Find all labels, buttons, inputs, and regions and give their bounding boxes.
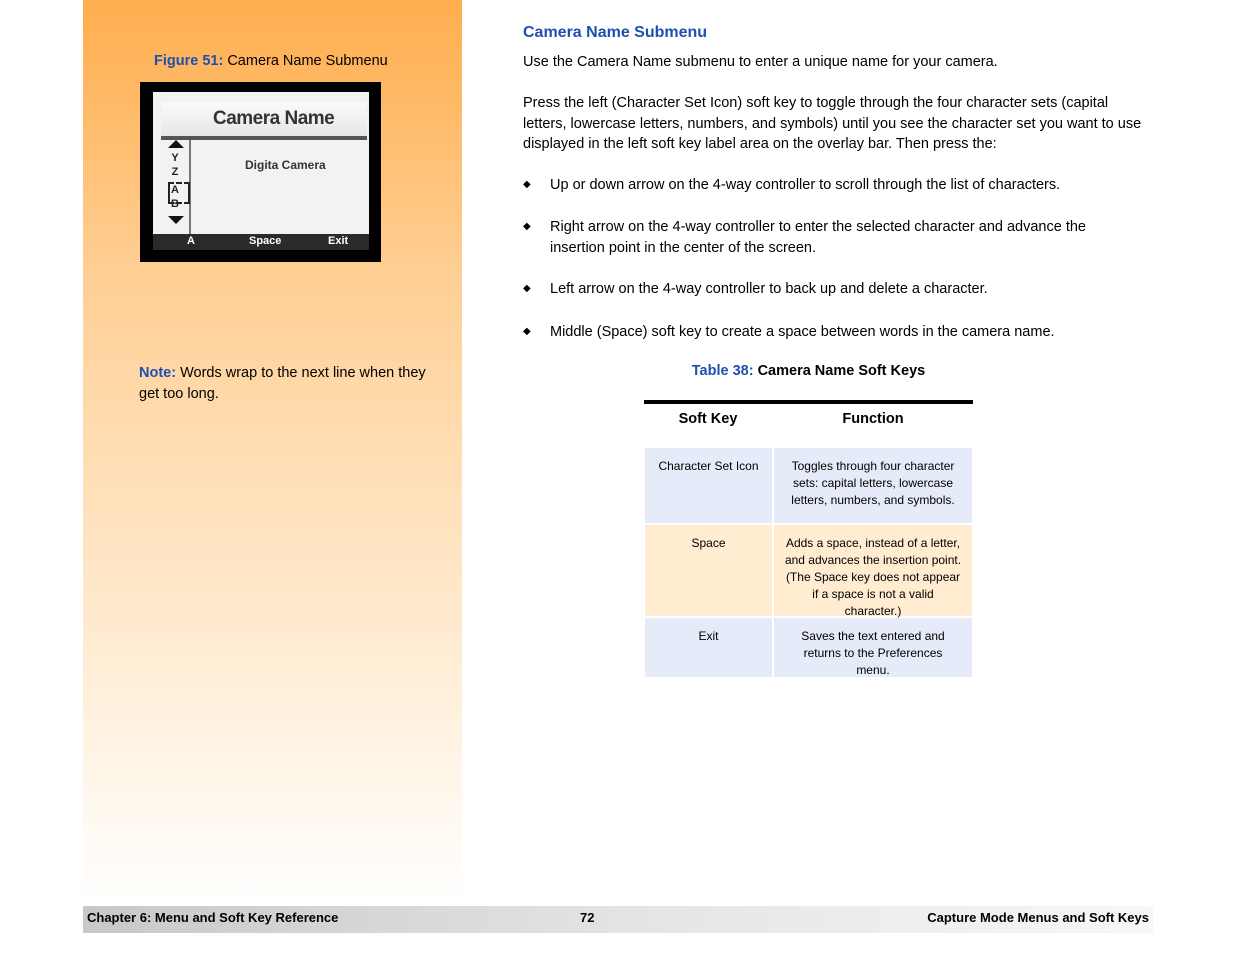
arrow-up-icon: [168, 140, 184, 148]
intro-paragraph: Use the Camera Name submenu to enter a unique name for your camera.: [523, 54, 998, 70]
diamond-bullet-icon: ◆: [523, 283, 531, 294]
soft-key-exit: Exit: [328, 235, 349, 247]
table-cell-function: Toggles through four character sets: capital letters, lowercase letters, numbers, and symbols.: [774, 448, 972, 523]
diamond-bullet-icon: ◆: [523, 326, 531, 337]
table-cell-key: Exit: [645, 618, 772, 677]
screen-title-bar: [161, 102, 367, 140]
table-header-soft-key: Soft Key: [678, 411, 738, 427]
footer-section: Capture Mode Menus and Soft Keys: [927, 910, 1149, 925]
char-z: Z: [171, 166, 179, 178]
page-number: 72: [580, 910, 595, 925]
character-selector: [161, 140, 191, 234]
note-text: Words wrap to the next line when they get too long.: [139, 365, 426, 402]
camera-name-value: Digita Camera: [245, 158, 326, 172]
diamond-bullet-icon: ◆: [523, 221, 531, 232]
soft-key-bar: [153, 234, 369, 250]
diamond-bullet-icon: ◆: [523, 179, 531, 190]
figure-caption-text: Camera Name Submenu: [227, 53, 388, 69]
instructions-paragraph: Press the left (Character Set Icon) soft key to toggle through the four character sets (capital letters, lowercase letters, numbers, and symbols) until you see the character set you want to use displayed in the left soft key label area on the overlay bar. Then press the:: [523, 95, 1142, 152]
table-header-function: Function: [842, 411, 904, 427]
camera-screen-figure: [140, 82, 381, 262]
page-footer: [83, 906, 1153, 933]
footer-chapter: Chapter 6: Menu and Soft Key Reference: [87, 910, 339, 925]
section-heading: Camera Name Submenu: [523, 24, 708, 41]
arrow-down-icon: [168, 216, 184, 224]
char-a: A: [171, 184, 179, 196]
soft-key-charset: A: [187, 235, 195, 247]
camera-lcd: [153, 92, 369, 250]
table-top-rule: [644, 400, 973, 404]
table-cell-key: Character Set Icon: [645, 448, 772, 523]
note-label: Note:: [139, 365, 177, 381]
table-caption: [645, 363, 972, 379]
table-cell-function: Adds a space, instead of a letter, and advances the insertion point. (The Space key does not appear if a space is not a valid character.): [774, 525, 972, 616]
table-cell-key: Space: [645, 525, 772, 616]
figure-caption: [154, 53, 388, 69]
table-cell-function: Saves the text entered and returns to the Preferences menu.: [774, 618, 972, 677]
screen-title: Camera Name: [213, 108, 335, 129]
char-y: Y: [171, 152, 179, 164]
table-caption-text: Camera Name Soft Keys: [757, 363, 926, 379]
char-b: B: [171, 198, 179, 210]
table-label: Table 38:: [691, 363, 754, 379]
note: [139, 363, 429, 404]
soft-key-space: Space: [249, 235, 282, 247]
figure-label: Figure 51:: [154, 53, 224, 69]
